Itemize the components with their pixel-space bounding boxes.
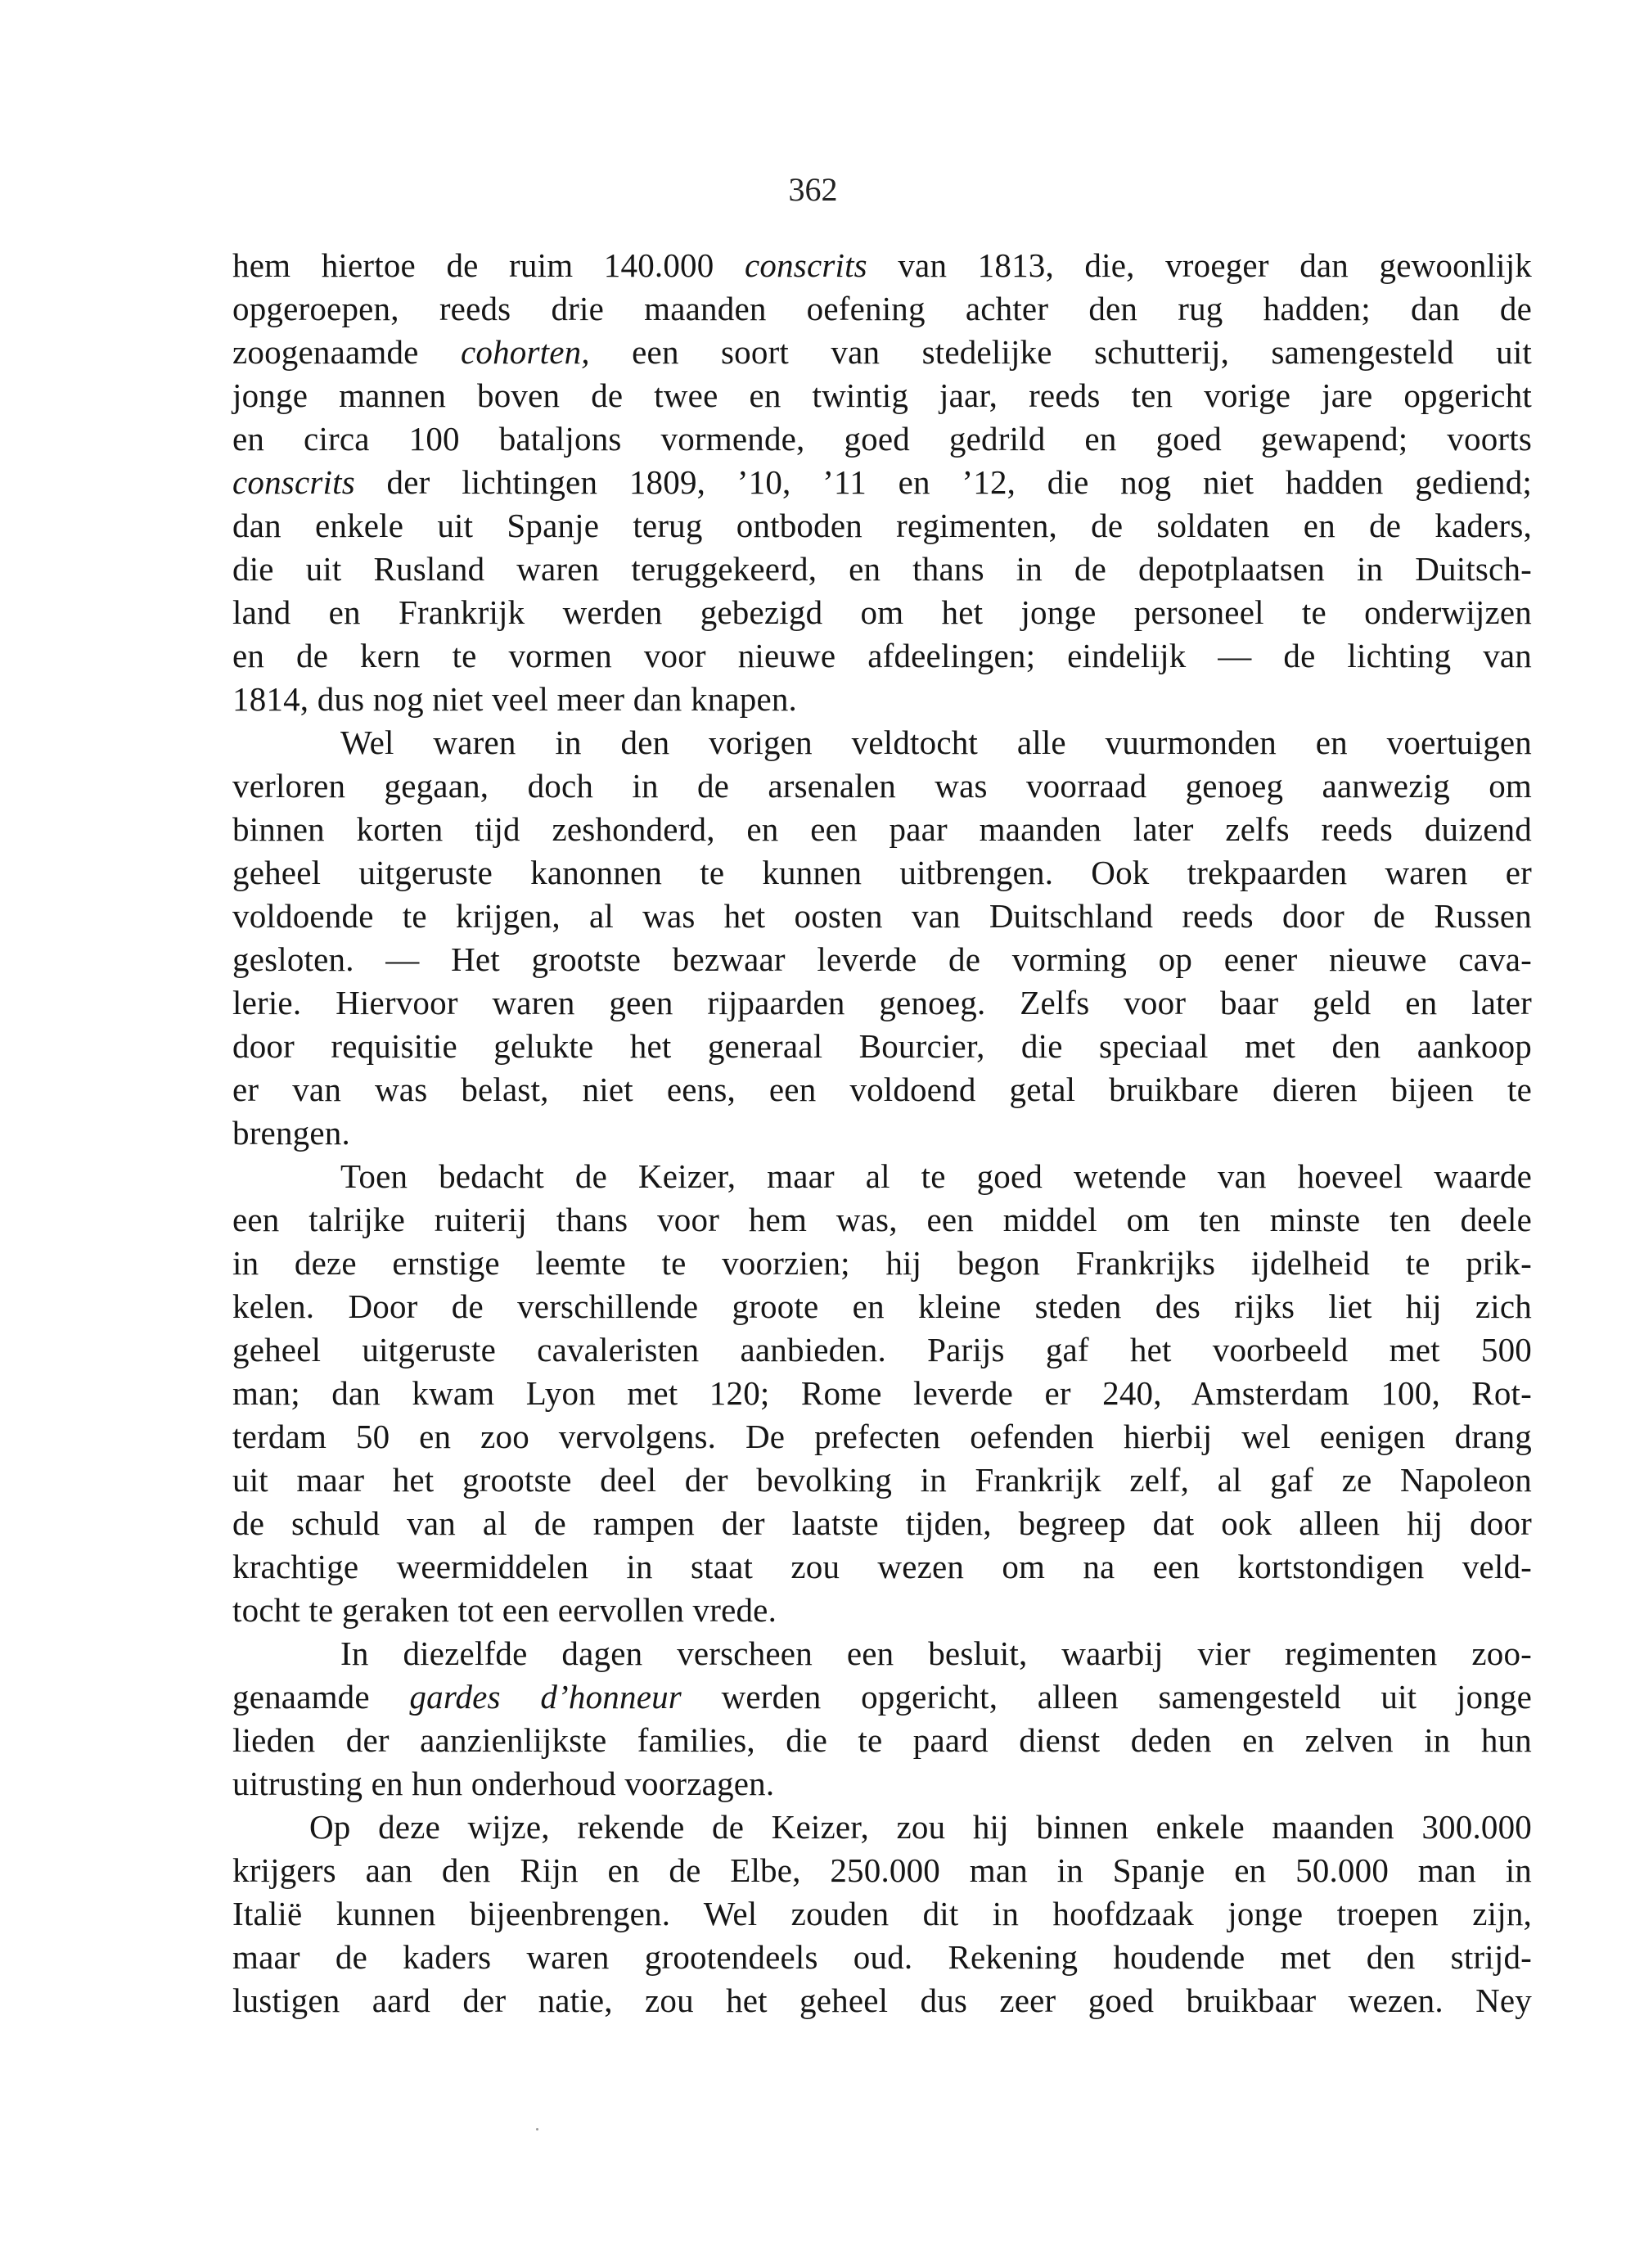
text-span: lieden der aanzienlijkste families, die te paard dienst deden en zelven in hun bbox=[232, 1721, 1532, 1759]
text-line bbox=[232, 374, 1532, 417]
text-line bbox=[232, 591, 1532, 634]
text-span: terdam 50 en zoo vervolgens. De prefecten oefenden hierbij wel eenigen drang bbox=[232, 1418, 1532, 1455]
text-span: werden opgericht, alleen samengesteld uit jonge bbox=[681, 1678, 1532, 1716]
text-span: zoogenaamde bbox=[232, 333, 461, 371]
text-span: een soort van stedelijke schutterij, samengesteld uit bbox=[589, 333, 1533, 371]
text-line bbox=[232, 764, 1532, 808]
text-span: dan enkele uit Spanje terug ontboden regimenten, de soldaten en de kaders, bbox=[232, 507, 1532, 544]
text-span: krachtige weermiddelen in staat zou wezen om na een kortstondigen veld- bbox=[232, 1548, 1532, 1585]
text-span: opgeroepen, reeds drie maanden oefening achter den rug hadden; dan de bbox=[232, 290, 1532, 327]
text-line bbox=[232, 1719, 1532, 1762]
text-line bbox=[232, 1155, 1532, 1198]
text-line bbox=[232, 417, 1532, 461]
text-span: voldoende te krijgen, al was het oosten van Duitschland reeds door de Russen bbox=[232, 897, 1532, 935]
text-line bbox=[232, 1589, 1532, 1632]
text-span: In diezelfde dagen verscheen een besluit, waarbij vier regimenten zoo- bbox=[340, 1634, 1532, 1672]
text-span: brengen. bbox=[232, 1114, 350, 1152]
italic-term: gardes d’honneur bbox=[409, 1678, 682, 1716]
text-line bbox=[232, 808, 1532, 851]
text-span: de schuld van al de rampen der laatste tijden, begreep dat ook alleen hij door bbox=[232, 1504, 1532, 1542]
text-line bbox=[232, 1892, 1532, 1936]
text-line bbox=[232, 331, 1532, 374]
text-span: maar de kaders waren grootendeels oud. Rekening houdende met den strijd- bbox=[232, 1938, 1532, 1976]
text-line bbox=[232, 1502, 1532, 1545]
page-number: 362 bbox=[788, 171, 838, 208]
text-span: uit maar het grootste deel der bevolking in Frankrijk zelf, al gaf ze Napoleon bbox=[232, 1461, 1532, 1499]
text-line bbox=[232, 1545, 1532, 1589]
text-span: verloren gegaan, doch in de arsenalen was voorraad genoeg aanwezig om bbox=[232, 767, 1532, 805]
text-span: binnen korten tijd zeshonderd, en een paar maanden later zelfs reeds duizend bbox=[232, 810, 1532, 848]
text-span: van 1813, die, vroeger dan gewoonlijk bbox=[867, 246, 1532, 284]
text-span: er van was belast, niet eens, een voldoend getal bruikbare dieren bijeen te bbox=[232, 1071, 1532, 1108]
text-line bbox=[232, 938, 1532, 981]
text-line bbox=[232, 1372, 1532, 1415]
text-line bbox=[232, 678, 1532, 721]
text-span: Toen bedacht de Keizer, maar al te goed wetende van hoeveel waarde bbox=[340, 1157, 1532, 1195]
text-line bbox=[232, 1025, 1532, 1068]
italic-term: conscrits bbox=[232, 463, 355, 501]
text-span: en circa 100 bataljons vormende, goed gedrild en goed gewapend; voorts bbox=[232, 420, 1532, 458]
text-span: man; dan kwam Lyon met 120; Rome leverde er 240, Amsterdam 100, Rot- bbox=[232, 1374, 1532, 1412]
scan-speck bbox=[536, 2128, 538, 2130]
text-line bbox=[232, 244, 1532, 287]
text-span: gesloten. — Het grootste bezwaar leverde de vorming op eener nieuwe cava- bbox=[232, 940, 1532, 978]
text-span: een talrijke ruiterij thans voor hem was, een middel om ten minste ten deele bbox=[232, 1201, 1532, 1238]
text-line bbox=[232, 1806, 1532, 1849]
text-line bbox=[232, 981, 1532, 1025]
text-line bbox=[232, 1849, 1532, 1892]
text-span: hem hiertoe de ruim 140.000 bbox=[232, 246, 745, 284]
text-line bbox=[232, 1762, 1532, 1806]
text-line bbox=[232, 1111, 1532, 1155]
text-span: lerie. Hiervoor waren geen rijpaarden genoeg. Zelfs voor baar geld en later bbox=[232, 984, 1532, 1021]
text-line bbox=[232, 1328, 1532, 1372]
text-span: land en Frankrijk werden gebezigd om het jonge personeel te onderwijzen bbox=[232, 593, 1532, 631]
text-span: genaamde bbox=[232, 1678, 410, 1716]
text-span: en de kern te vormen voor nieuwe afdeelingen; eindelijk — de lichting van bbox=[232, 637, 1532, 674]
text-span: kelen. Door de verschillende groote en kleine steden des rijks liet hij zich bbox=[232, 1287, 1532, 1325]
text-line bbox=[232, 548, 1532, 591]
text-line bbox=[232, 287, 1532, 331]
text-line bbox=[232, 1285, 1532, 1328]
text-span: lustigen aard der natie, zou het geheel dus zeer goed bruikbaar wezen. Ney bbox=[232, 1982, 1532, 2019]
text-span: jonge mannen boven de twee en twintig jaar, reeds ten vorige jare opgericht bbox=[232, 376, 1532, 414]
italic-term: conscrits bbox=[744, 246, 867, 284]
text-span: der lichtingen 1809, ’10, ’11 en ’12, die nog niet hadden gediend; bbox=[354, 463, 1532, 501]
text-span: geheel uitgeruste cavaleristen aanbieden. Parijs gaf het voorbeeld met 500 bbox=[232, 1331, 1532, 1368]
text-line bbox=[232, 1675, 1532, 1719]
text-span: Wel waren in den vorigen veldtocht alle vuurmonden en voertuigen bbox=[340, 724, 1532, 761]
text-line bbox=[232, 1459, 1532, 1502]
text-span: 1814, dus nog niet veel meer dan knapen. bbox=[232, 680, 798, 718]
text-line bbox=[232, 721, 1532, 764]
text-line bbox=[232, 1242, 1532, 1285]
text-line bbox=[232, 634, 1532, 678]
text-line bbox=[232, 1068, 1532, 1111]
text-span: krijgers aan den Rijn en de Elbe, 250.000 man in Spanje en 50.000 man in bbox=[232, 1851, 1532, 1889]
text-line bbox=[232, 851, 1532, 895]
text-line bbox=[232, 461, 1532, 504]
text-line bbox=[232, 1936, 1532, 1979]
text-line bbox=[232, 1979, 1532, 2022]
text-span: die uit Rusland waren teruggekeerd, en thans in de depotplaatsen in Duitsch- bbox=[232, 550, 1532, 588]
text-line bbox=[232, 1415, 1532, 1459]
text-span: tocht te geraken tot een eervollen vrede. bbox=[232, 1591, 777, 1629]
text-span: in deze ernstige leemte te voorzien; hij begon Frankrijks ijdelheid te prik- bbox=[232, 1244, 1532, 1282]
text-span: Op deze wijze, rekende de Keizer, zou hij binnen enkele maanden 300.000 bbox=[309, 1808, 1532, 1846]
text-line bbox=[232, 895, 1532, 938]
text-line bbox=[232, 1632, 1532, 1675]
text-line bbox=[232, 504, 1532, 548]
text-span: door requisitie gelukte het generaal Bourcier, die speciaal met den aankoop bbox=[232, 1027, 1532, 1065]
text-span: Italië kunnen bijeenbrengen. Wel zouden dit in hoofdzaak jonge troepen zijn, bbox=[232, 1895, 1532, 1932]
text-span: uitrusting en hun onderhoud voorzagen. bbox=[232, 1765, 775, 1802]
text-span: geheel uitgeruste kanonnen te kunnen uitbrengen. Ook trekpaarden waren er bbox=[232, 854, 1532, 891]
italic-term: cohorten, bbox=[460, 333, 590, 371]
text-line bbox=[232, 1198, 1532, 1242]
body-text bbox=[232, 244, 1532, 2022]
